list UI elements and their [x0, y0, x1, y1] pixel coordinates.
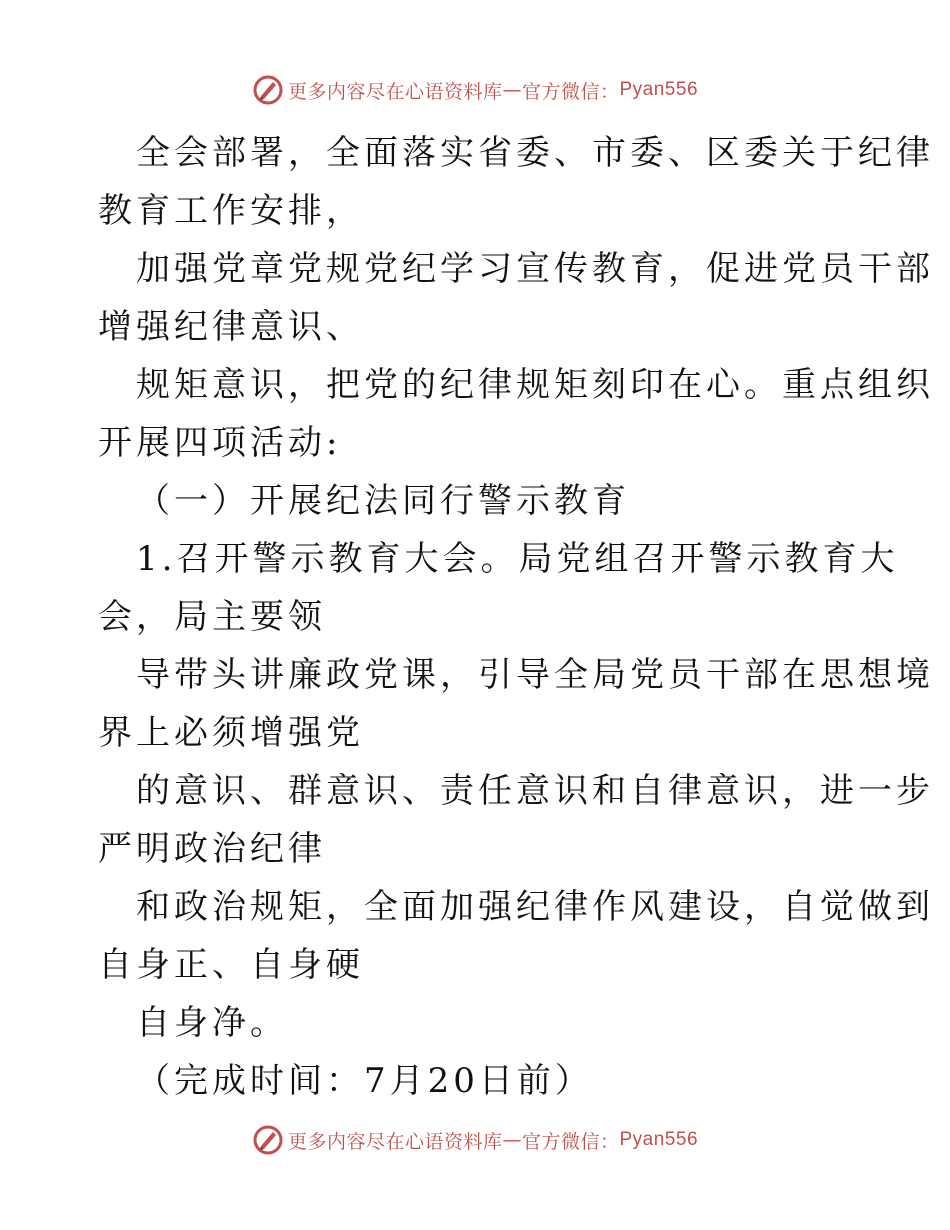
text-line: 规矩意识，把党的纪律规矩刻印在心。重点组织	[136, 365, 934, 405]
text-line: 会，局主要领	[98, 597, 326, 637]
pen-logo-icon	[252, 1124, 284, 1156]
text-line: 界上必须增强党	[98, 713, 364, 753]
watermark-contact-value: Pyan556	[619, 79, 699, 100]
text-line: 和政治规矩，全面加强纪律作风建设，自觉做到	[136, 887, 934, 927]
text-line: 增强纪律意识、	[98, 307, 364, 347]
watermark-contact-value: Pyan556	[619, 1129, 699, 1150]
text-line: 开展四项活动:	[98, 423, 342, 463]
completion-deadline: （完成时间：7月20日前）	[136, 1061, 593, 1101]
section-heading: （一）开展纪法同行警示教育	[136, 481, 630, 521]
text-line: 自身正、自身硬	[98, 945, 364, 985]
document-text	[98, 124, 934, 1110]
footer-watermark	[0, 1120, 950, 1160]
watermark-brand-text: 更多内容尽在心语资料库	[287, 80, 503, 103]
watermark-separator: —	[502, 79, 522, 101]
text-line: 自身净。	[136, 1003, 288, 1043]
pen-logo-icon	[252, 74, 284, 106]
document-body	[98, 124, 934, 1110]
watermark-separator: —	[502, 1129, 522, 1151]
watermark-contact-label: 官方微信：	[521, 80, 620, 103]
text-line: 全会部署，全面落实省委、市委、区委关于纪律	[136, 133, 934, 173]
watermark-contact-label: 官方微信：	[521, 1130, 620, 1153]
header-watermark	[0, 70, 950, 110]
text-line: 的意识、群意识、责任意识和自律意识，进一步	[136, 771, 934, 811]
watermark-brand-text: 更多内容尽在心语资料库	[287, 1130, 503, 1153]
text-line: 严明政治纪律	[98, 829, 326, 869]
text-line: 教育工作安排，	[98, 191, 364, 231]
text-line: 加强党章党规党纪学习宣传教育，促进党员干部	[136, 249, 934, 289]
text-line: 1.召开警示教育大会。局党组召开警示教育大	[136, 539, 899, 579]
text-line: 导带头讲廉政党课，引导全局党员干部在思想境	[136, 655, 934, 695]
